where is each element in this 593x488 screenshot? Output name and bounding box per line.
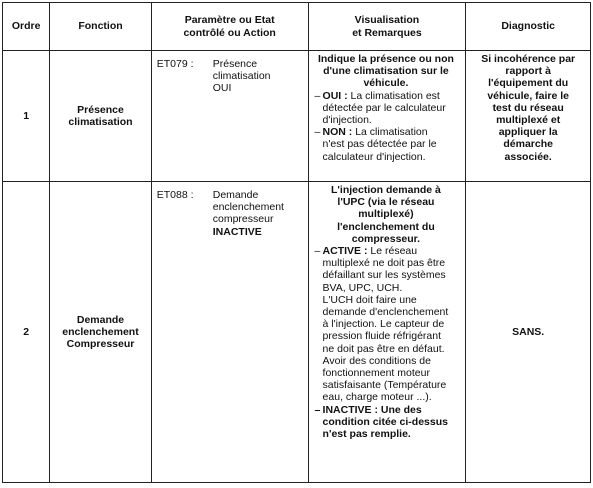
visu-bullet-active: – ACTIVE : Le réseau multiplexé ne doit pas être défaillant sur les systèmes BVA, UPC, UCH. L'UCH doit faire une demande d'enclenchement à l'injection. Le capteur de pression fluide réfrigérant ne doit pas être en défaut. Avoir des conditions de fonctionnement moteur satisfaisante (Température eau, charge moteur ...). — [314, 245, 449, 404]
visu-bullet-non: – NON : La climatisation n'est pas détectée par le calculateur d'injection. — [314, 126, 437, 163]
visu-bullet-inactive: – INACTIVE : Une des condition citée ci-dessus n'est pas remplie. — [314, 403, 448, 441]
visualisation-cell — [308, 51, 466, 182]
table-row — [3, 182, 591, 483]
table-row — [3, 51, 591, 182]
fonction-cell: Demande enclenchement Compresseur — [50, 182, 152, 483]
visu-heading: Indique la présence ou non d'une climatisation sur le véhicule. — [317, 53, 454, 90]
diagnostic-cell: SANS. — [466, 182, 591, 483]
fonction-cell: Présence climatisation — [50, 51, 152, 182]
param-text: Demande enclenchement compresseur INACTIVE — [212, 189, 284, 238]
header-diagnostic: Diagnostic — [466, 3, 591, 51]
header-fonction: Fonction — [50, 3, 152, 51]
parametre-cell — [151, 182, 308, 483]
ordre-cell: 2 — [3, 182, 50, 483]
visu-heading: L'injection demande à l'UPC (via le réseau multiplexé) l'enclenchement du compresseur. — [331, 184, 441, 245]
param-code: ET088 : — [156, 189, 194, 201]
header-visualisation: Visualisation et Remarques — [308, 3, 466, 51]
visu-bullet-oui: – OUI : La climatisation est détectée par le calculateur d'injection. — [314, 89, 446, 127]
parametre-cell — [151, 51, 308, 182]
param-code: ET079 : — [156, 58, 194, 70]
diagnostic-table — [2, 2, 591, 483]
diagnostic-cell: Si incohérence par rapport à l'équipement du véhicule, faire le test du réseau multiplexé et appliquer la démarche associée. — [466, 51, 591, 182]
ordre-cell: 1 — [3, 51, 50, 182]
header-parametre: Paramètre ou Etat contrôlé ou Action — [151, 3, 308, 51]
header-row — [3, 3, 591, 51]
param-text: Présence climatisation OUI — [212, 58, 271, 95]
header-ordre: Ordre — [3, 3, 50, 51]
visualisation-cell — [308, 182, 466, 483]
